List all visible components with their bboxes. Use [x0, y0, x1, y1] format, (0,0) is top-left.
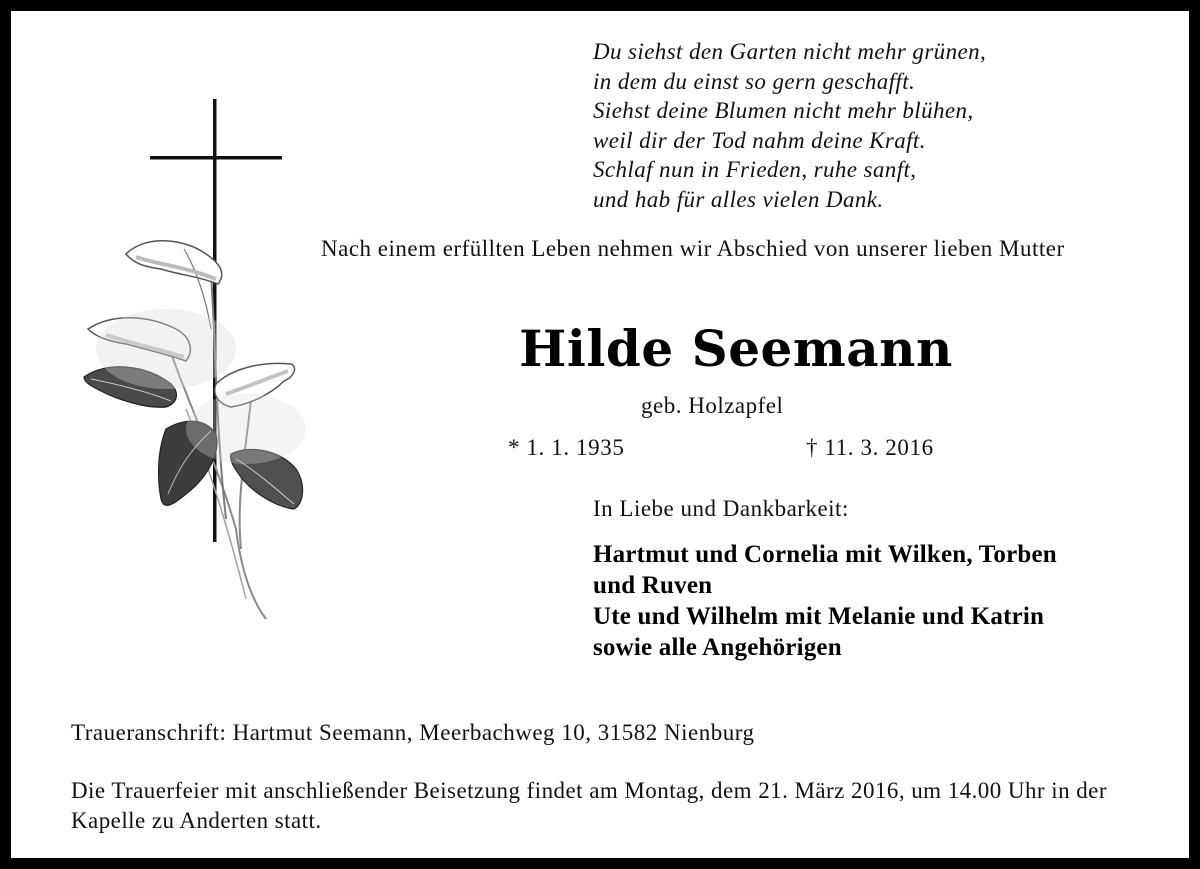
thanks-text: In Liebe und Dankbarkeit:	[593, 496, 849, 521]
deceased-name: Hilde Seemann	[519, 319, 953, 378]
mourners-line: und Ruven	[593, 572, 713, 599]
death-date: † 11. 3. 2016	[806, 435, 934, 460]
mourners-line: Ute und Wilhelm mit Melanie und Katrin	[593, 603, 1045, 630]
poem-line: Siehst deine Blumen nicht mehr blühen,	[593, 98, 974, 123]
funeral-info: Die Trauerfeier mit anschließender Beisetzung findet am Montag, dem 21. März 2016, um 14.00 Uhr in der Kapelle zu Anderten statt.	[71, 778, 1107, 833]
poem-line: und hab für alles vielen Dank.	[593, 186, 884, 212]
poem-line: Schlaf nun in Frieden, ruhe sanft,	[593, 157, 917, 182]
mourners-line: sowie alle Angehörigen	[593, 634, 842, 661]
cross-with-calla-lilies-icon	[66, 99, 316, 629]
poem-line: in dem du einst so gern geschafft.	[593, 68, 916, 94]
birth-date: * 1. 1. 1935	[508, 435, 625, 460]
memorial-poem	[593, 37, 1153, 214]
poem-line: weil dir der Tod nahm deine Kraft.	[593, 127, 926, 153]
intro-text: Nach einem erfüllten Leben nehmen wir Abschied von unserer lieben Mutter	[321, 236, 1065, 261]
birth-name: geb. Holzapfel	[641, 393, 784, 418]
mourners-list	[593, 539, 1153, 663]
mourners-line: Hartmut und Cornelia mit Wilken, Torben	[593, 541, 1057, 568]
poem-line: Du siehst den Garten nicht mehr grünen,	[593, 39, 987, 64]
mourning-address: Traueranschrift: Hartmut Seemann, Meerbachweg 10, 31582 Nienburg	[71, 720, 755, 745]
